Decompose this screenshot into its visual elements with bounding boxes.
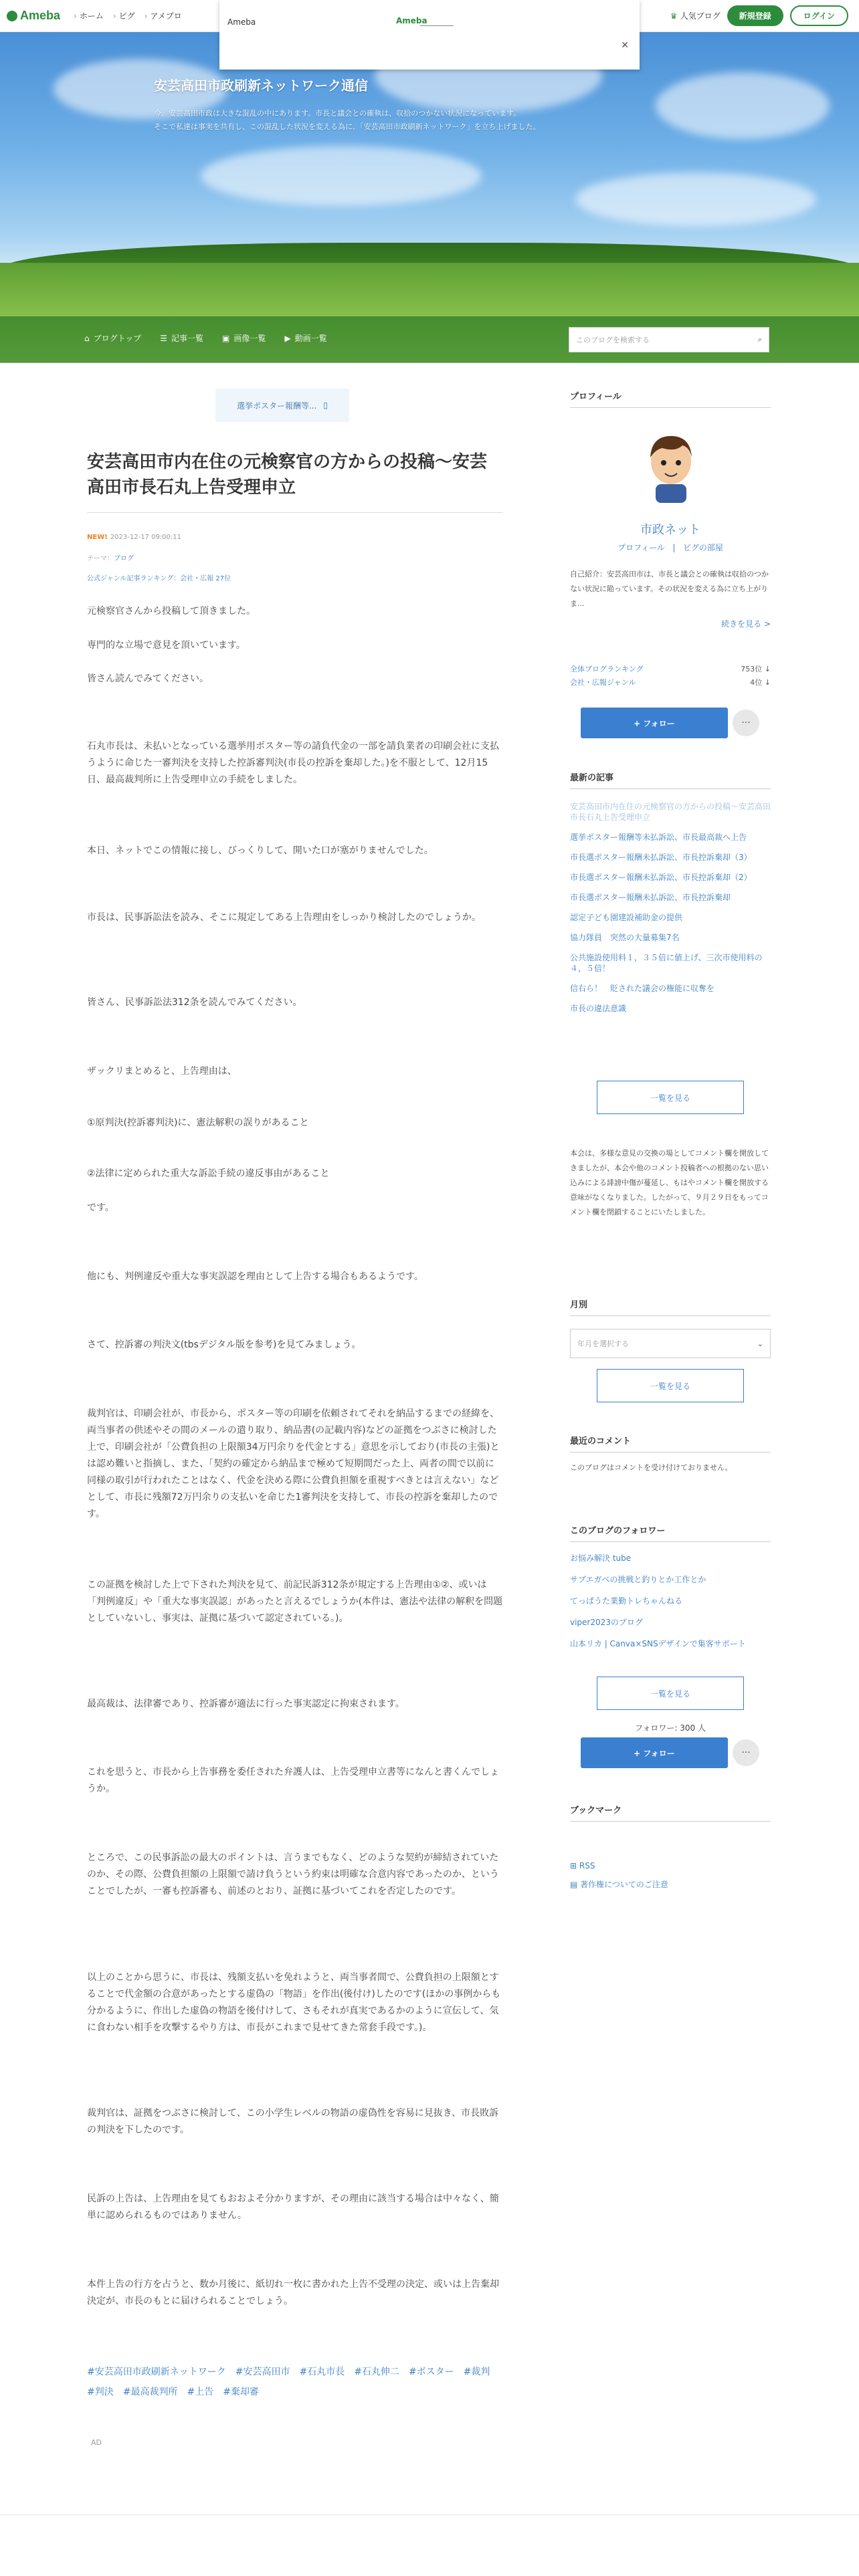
top-nav-pigg[interactable]: › ピグ [112, 11, 135, 21]
new-badge: NEW! [87, 534, 108, 541]
recent-article-item[interactable]: 選挙ポスター報酬等未払訴訟、市長最高裁へ上告 [570, 833, 747, 842]
list-icon: ☰ [160, 333, 168, 343]
cloud [575, 173, 816, 226]
overall-ranking: 全体ブログランキング 753位 ↓ [570, 665, 771, 673]
chevron-down-icon: ⌄ [757, 1339, 763, 1348]
top-nav-home[interactable]: › ホーム [74, 11, 104, 21]
article-paragraph: これを思うと、市長から上告事務を委任された弁護人は、上告受理申立書等になんと書くんでしょうか。 [87, 1767, 499, 1794]
recent-article-item[interactable]: 協力隊員 突然の大量募集7名 [570, 933, 680, 942]
blog-title[interactable]: 安芸高田市政刷新ネットワーク通信 [154, 78, 368, 94]
ad-label: AD [91, 2438, 102, 2447]
monthly-heading: 月別 [570, 1297, 771, 1316]
recent-article-item[interactable]: 安芸高田市内在住の元検察官の方からの投稿～安芸高田市長石丸上告受理申立 [570, 802, 771, 822]
recent-article-item[interactable]: 認定子ども園建設補助金の提供 [570, 913, 683, 922]
article-paragraph: 以上のことから思うに、市長は、残額支払いを免れようと、両当事者間で、公費負担の上限額とすることで代金額の合意があったとする虚偽の「物語」を作出(後付け)したのです(ほかの事例からも分かるように、作出した虚偽の物語を後付けして、さもそれが真実であるかのように宣伝して、気に食わない相手を攻撃するやり方は、市長がこれまで見せてきた常套手段です。)。 [87, 1972, 501, 2033]
recent-article-item[interactable]: 信右ら！ 貶された議会の権能に収奪を [570, 984, 715, 993]
article-title: 安芸高田市内在住の元検察官の方からの投稿～安芸高田市長石丸上告受理申立 [87, 452, 488, 498]
profile-name[interactable]: 市政ネット [640, 523, 700, 537]
bookmark-heading: ブックマーク [570, 1803, 771, 1822]
blog-header-image [0, 32, 859, 362]
video-icon: ▶ [284, 333, 291, 343]
ad-overlay[interactable]: Ameba Ameba ✕ [219, 0, 640, 70]
crown-icon: ♛ [670, 11, 678, 21]
divider [0, 2514, 859, 2515]
no-comment-text: このブログはコメントを受け付けておりません。 [570, 1463, 733, 1472]
article-paragraph: ザックリまとめると、上告理由は、 [87, 1066, 237, 1077]
article-paragraph: 最高裁は、法律審であり、控訴審が適法に行った事実認定に拘束されます。 [87, 1699, 405, 1709]
article-paragraph: 他にも、判例違反や重大な事実誤認を理由として上告する場合もあるようです。 [87, 1271, 423, 1282]
popular-blog-link[interactable]: ♛ 人気ブログ [670, 11, 721, 21]
blog-description: 今、安芸高田市政は大きな混乱の中にあります。市長と議会との確執は、収拾のつかない状況になっています。 そこで私達は事実を共有し、この混乱した状況を変える為に、「安芸高田市政刷新ネットワーク」を立ち上げました。 [154, 109, 541, 131]
article-paragraph: 民訴の上告は、上告理由を見てもおおよそ分かりますが、その理由に該当する場合は中々なく、簡単に認められるものではありません。 [87, 2193, 499, 2221]
follow-button[interactable]: + フォロー [581, 708, 728, 738]
follower-item[interactable]: サブエガべの挑戦と釣りとか工作とか [570, 1575, 706, 1584]
followers-list [570, 1553, 771, 1660]
cloud [201, 146, 482, 206]
nav-video-list[interactable]: ▶ 動画一覧 [284, 333, 327, 343]
image-icon: ▣ [222, 333, 230, 343]
search-icon[interactable]: ⌕ [757, 335, 762, 344]
ameba-logo-icon [7, 11, 17, 21]
nav-article-list[interactable]: ☰ 記事一覧 [160, 333, 204, 343]
chevron-right-icon: › [144, 11, 148, 21]
top-nav-ameblo[interactable]: › アメブロ [144, 11, 182, 21]
document-icon: ▯ [323, 401, 328, 410]
home-icon: ⌂ [84, 333, 90, 343]
article-theme: テーマ：ブログ [87, 555, 134, 562]
recent-article-item[interactable]: 市長選ポスター報酬未払訴訟、市長控訴棄却（3） [570, 853, 752, 862]
genre-ranking-link[interactable]: 公式ジャンル記事ランキング：会社・広報 27位 [87, 575, 231, 582]
theme-link[interactable]: ブログ [114, 555, 134, 562]
chevron-right-icon: › [74, 11, 77, 21]
article-date: 2023-12-17 09:00:11 [110, 534, 182, 541]
more-options-button[interactable]: ··· [733, 710, 759, 736]
chevron-right-icon: › [112, 11, 116, 21]
nav-image-list[interactable]: ▣ 画像一覧 [222, 333, 266, 343]
avatar[interactable] [642, 428, 700, 503]
copyright-link[interactable]: ▤ 著作権についてのご注意 [570, 1880, 668, 1889]
ad-divider [420, 25, 454, 26]
rss-icon: ⊞ [570, 1861, 579, 1870]
recent-article-item[interactable]: 市長の違法意識 [570, 1004, 627, 1013]
blog-search-input[interactable]: このブログを検索する ⌕ [569, 327, 769, 352]
divider [87, 512, 503, 513]
article-paragraph: さて、控訴審の判決文(tbsデジタル版を参考)を見てみましょう。 [87, 1339, 361, 1350]
follow-button-bottom[interactable]: + フォロー [581, 1737, 728, 1768]
overall-ranking-link[interactable]: 全体ブログランキング [570, 665, 644, 673]
article-paragraph: ②法律に定められた重大な訴訟手続の違反事由があること [87, 1168, 330, 1179]
followers-more-button[interactable]: 一覧を見る [597, 1677, 744, 1710]
article-paragraph: 元検察官さんから投稿して頂きました。 [87, 606, 256, 617]
pig-room-link[interactable]: ピグの部屋 [682, 543, 723, 552]
ameba-logo[interactable]: Ameba [7, 9, 60, 23]
cloud [656, 72, 830, 139]
rss-link[interactable]: ⊞ RSS [570, 1861, 595, 1870]
article-paragraph: ところで、この民事訴訟の最大のポイントは、言うまでもなく、どのような契約が締結されていたのか、その際、公費負担額の上限額で請け負うという約束は明確な合意内容であったのか、ということでしたが、一審も控訴審も、前述のとおり、証拠に基づいてこれを否定したのです。 [87, 1852, 499, 1897]
more-options-button-bottom[interactable]: ··· [733, 1739, 759, 1766]
monthly-more-button[interactable]: 一覧を見る [597, 1369, 744, 1402]
recent-heading: 最新の記事 [570, 770, 771, 789]
recent-more-button[interactable]: 一覧を見る [597, 1081, 744, 1114]
month-select[interactable]: 年月を選択する ⌄ [570, 1329, 771, 1358]
login-button[interactable]: ログイン [790, 5, 848, 26]
article-paragraph: 裁判官は、証拠をつぶさに検討して、この小学生レベルの物語の虚偽性を容易に見抜き、市長敗訴の判決を下したのです。 [87, 2108, 499, 2135]
field [0, 263, 859, 316]
recent-comments-heading: 最近のコメント [570, 1434, 771, 1453]
article-paragraph: です。 [87, 1202, 114, 1213]
recent-article-item[interactable]: 公共施設使用料１，３５倍に値上げ、三次市使用料の４，５倍！ [570, 953, 763, 973]
profile-heading: プロフィール [570, 389, 771, 408]
article-paragraph: 市長は、民事訴訟法を読み、そこに規定してある上告理由をしっかり検討したのでしょうか。 [87, 912, 481, 923]
recent-article-item[interactable]: 市長選ポスター報酬未払訴訟、市長控訴棄却（2） [570, 873, 752, 882]
register-button[interactable]: 新規登録 [727, 5, 783, 26]
article-paragraph: ①原判決(控訴審判決)に、憲法解釈の誤りがあること [87, 1117, 309, 1128]
profile-links: プロフィール | ピグの部屋 [617, 543, 723, 552]
follower-item[interactable]: viper2023のブログ [570, 1618, 643, 1627]
follower-item[interactable]: お悩み解決 tube [570, 1553, 632, 1563]
article-paragraph: 皆さん読んでみてください。 [87, 673, 209, 684]
follower-count: フォロワー: 300 人 [635, 1723, 706, 1733]
followers-heading: このブログのフォロワー [570, 1523, 771, 1542]
follower-item[interactable]: 山本リカ | Canva×SNSデザインで集客サポート [570, 1639, 746, 1648]
article-paragraph: 裁判官は、印刷会社が、市長から、ポスター等の印刷を依頼されてそれを納品するまでの経緯を、両当事者の供述やその間のメールの遣り取り、納品書(の記載内容)などの証拠をつぶさに検討した上で、印刷会社が「公費負担の上限額34万円余りを代金とする」意思を示しており(市長の主張)とは認め難いと指摘し、また、「契約の確定から納品まで極めて短期間だった上、両者の間で以前に同様の取引が行われたことはなく、代金を決める際に公費負担額を重視すべきとは言えない」などとして、市長に残額72万円余りの支払いを命じた1審判決を支持して、市長の控訴を棄却したのです。 [87, 1408, 500, 1519]
document-icon: ▤ [570, 1880, 581, 1889]
blog-nav-bar [0, 316, 859, 363]
profile-description: 自己紹介：安芸高田市は、市長と議会との確執は収拾のつかない状況に陥っています。その状況を変える為に立ち上がりま... [570, 570, 769, 608]
recent-articles-list [570, 801, 771, 1023]
article-paragraph: 専門的な立場で意見を頂いています。 [87, 640, 246, 651]
comment-notice: 本会は、多様な意見の交換の場としてコメント欄を開放してきましたが、本会や他のコメント投稿者への根拠のない思い込みによる誹謗中傷が蔓延し、もはやコメント欄を開放する意味がなくなりました。したがって、９月２９日をもってコメント欄を閉鎖することにいたしました。 [570, 1149, 769, 1216]
article-paragraph: 皆さん、民事訴訟法312条を読んでみてください。 [87, 997, 302, 1008]
read-more-link[interactable]: 続きを見る > [721, 619, 771, 629]
close-icon[interactable]: ✕ [621, 40, 629, 51]
bookmark-links [570, 1856, 771, 1894]
article-paragraph: 本日、ネットでこの情報に接し、びっくりして、開いた口が塞がりませんでした。 [87, 845, 434, 856]
genre-ranking-link[interactable]: 会社・広報ジャンル [570, 678, 636, 687]
article-paragraph: この証拠を検討した上で下された判決を見て、前記民訴312条が規定する上告理由①②、或いは「判例違反」や「重大な事実誤認」があったと言えるでしょうか(本件は、憲法や法律の解釈を問題としていないし、事実は、証拠に基づいて認定されている。)。 [87, 1580, 503, 1624]
ad-logo: Ameba [396, 16, 427, 25]
genre-ranking: 会社・広報ジャンル 4位 ↓ [570, 678, 771, 687]
top-nav [74, 10, 182, 21]
article-paragraph: 本件上告の行方を占うと、数か月後に、紙切れ一枚に書かれた上告不受理の決定、或いは上告棄却決定が、市長のもとに届けられることでしょう。 [87, 2279, 499, 2306]
profile-link[interactable]: プロフィール [617, 543, 665, 552]
recent-article-item[interactable]: 市長選ポスター報酬未払訴訟、市長控訴棄却 [570, 893, 731, 902]
follower-item[interactable]: てっぱうた業勤トレちゃんねる [570, 1596, 683, 1606]
article-paragraph: 石丸市長は、未払いとなっている選挙用ポスター等の請負代金の一部を請負業者の印刷会社に支払うように命じた一審判決を支持した控訴審判決(市長の控訴を棄却した。)を不服として、12月15日、最高裁判所に上告受理申立の手続をしました。 [87, 741, 499, 785]
hashtag-list[interactable]: #安芸高田市政刷新ネットワーク #安芸高田市 #石丸市長 #石丸伸二 #ボスター #裁判 #判決 #最高裁判所 #上告 #棄却審 [87, 2367, 500, 2397]
reel-article-button[interactable]: 選挙ポスター報酬等... ▯ [215, 389, 349, 422]
article-meta [87, 534, 181, 541]
nav-blog-top[interactable]: ⌂ ブログトップ [84, 333, 142, 343]
